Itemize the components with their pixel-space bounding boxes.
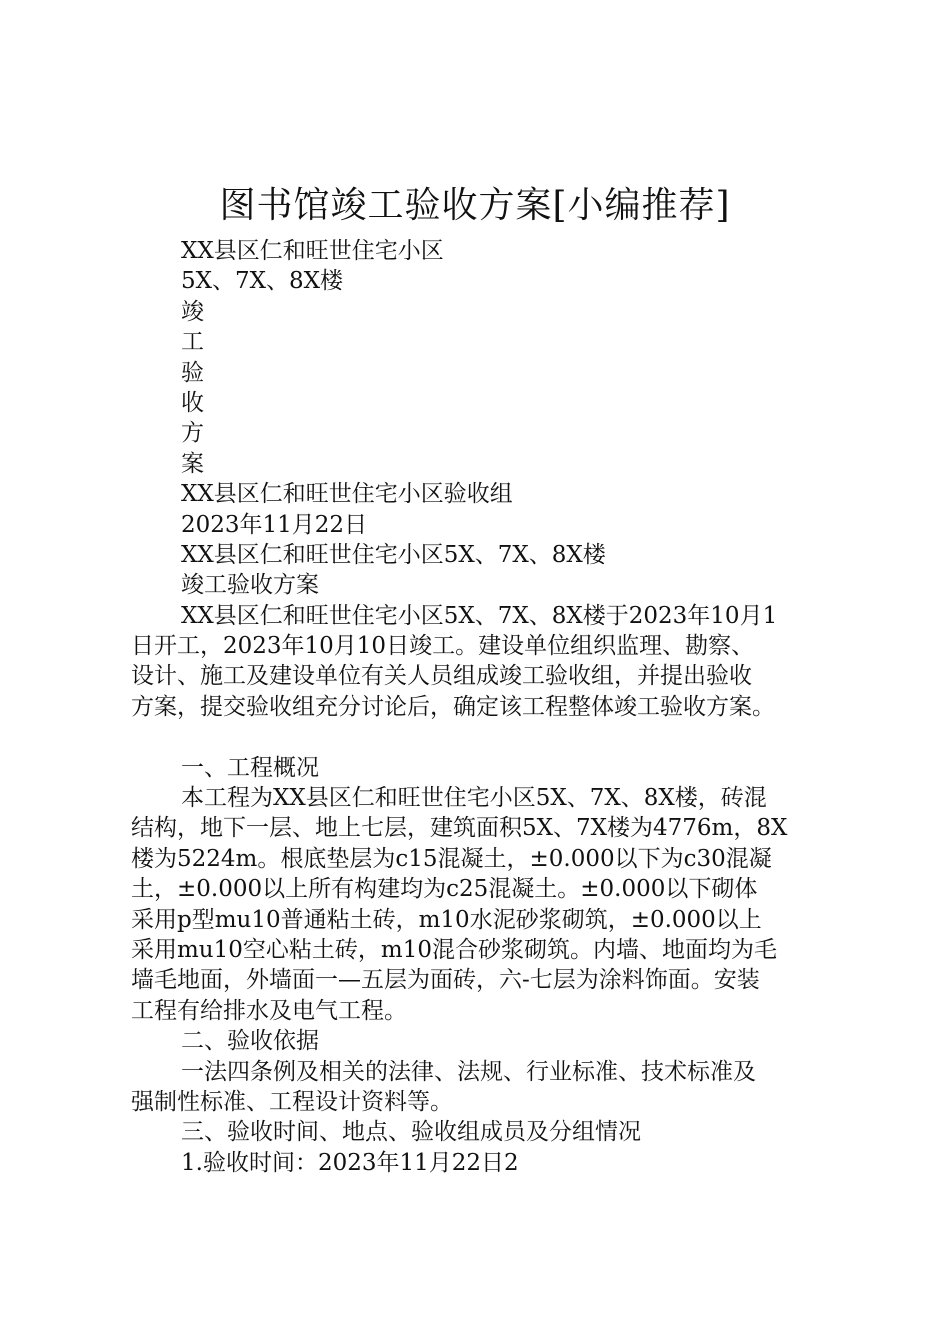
cover-line: 案 [181,450,204,477]
section3-line: 1.验收时间：2023年11月22日2 [181,1149,519,1176]
cover-block [131,236,831,1178]
cover-line: 验 [181,359,204,386]
document-title: 图书馆竣工验收方案[小编推荐] [219,185,731,226]
paragraph-gap [131,722,831,752]
cover-line: 竣 [181,298,204,325]
cover-line: 竣工验收方案 [181,572,319,599]
cover-line: XX县区仁和旺世住宅小区 [181,238,444,264]
section1-line: 土，±0.000以上所有构建均为c25混凝土。±0.000以下砌体 [131,876,758,903]
cover-line: 收 [181,389,204,416]
cover-line: 方 [181,420,204,447]
cover-line: 5X、7X、8X楼 [181,268,344,295]
section1-line: 工程有给排水及电气工程。 [131,997,407,1024]
section1-line: 结构，地下一层、地上七层，建筑面积5X、7X楼为4776m，8X [131,815,788,842]
section1-line: 采用p型mu10普通粘土砖，m10水泥砂浆砌筑，±0.000以上 [131,906,762,933]
section2-line: 一法四条例及相关的法律、法规、行业标准、技术标准及 [181,1058,756,1085]
section2-line: 强制性标准、工程设计资料等。 [131,1088,453,1115]
section1-line: 采用mu10空心粘土砖，m10混合砂浆砌筑。内墙、地面均为毛 [131,936,777,963]
cover-line: XX县区仁和旺世住宅小区5X、7X、8X楼 [181,541,606,568]
section-heading: 一、工程概况 [181,754,319,781]
section1-line: 墙毛地面，外墙面一—五层为面砖，六-七层为涂料饰面。安装 [131,967,760,994]
section-heading: 三、验收时间、地点、验收组成员及分组情况 [181,1119,641,1146]
cover-line: 2023年11月22日 [181,511,368,538]
section1-line: 本工程为XX县区仁和旺世住宅小区5X、7X、8X楼，砖混 [181,785,767,812]
cover-line: XX县区仁和旺世住宅小区验收组 [181,481,513,508]
section-heading: 二、验收依据 [181,1028,319,1055]
intro-line: 日开工，2023年10月10日竣工。建设单位组织监理、勘察、 [131,633,755,660]
intro-line: 设计、施工及建设单位有关人员组成竣工验收组，并提出验收 [131,663,752,690]
cover-line: 工 [181,329,204,356]
intro-line: XX县区仁和旺世住宅小区5X、7X、8X楼于2023年10月1 [181,602,778,629]
section1-line: 楼为5224m。根底垫层为c15混凝土，±0.000以下为c30混凝 [131,845,772,872]
intro-line: 方案，提交验收组充分讨论后，确定该工程整体竣工验收方案。 [131,693,775,720]
